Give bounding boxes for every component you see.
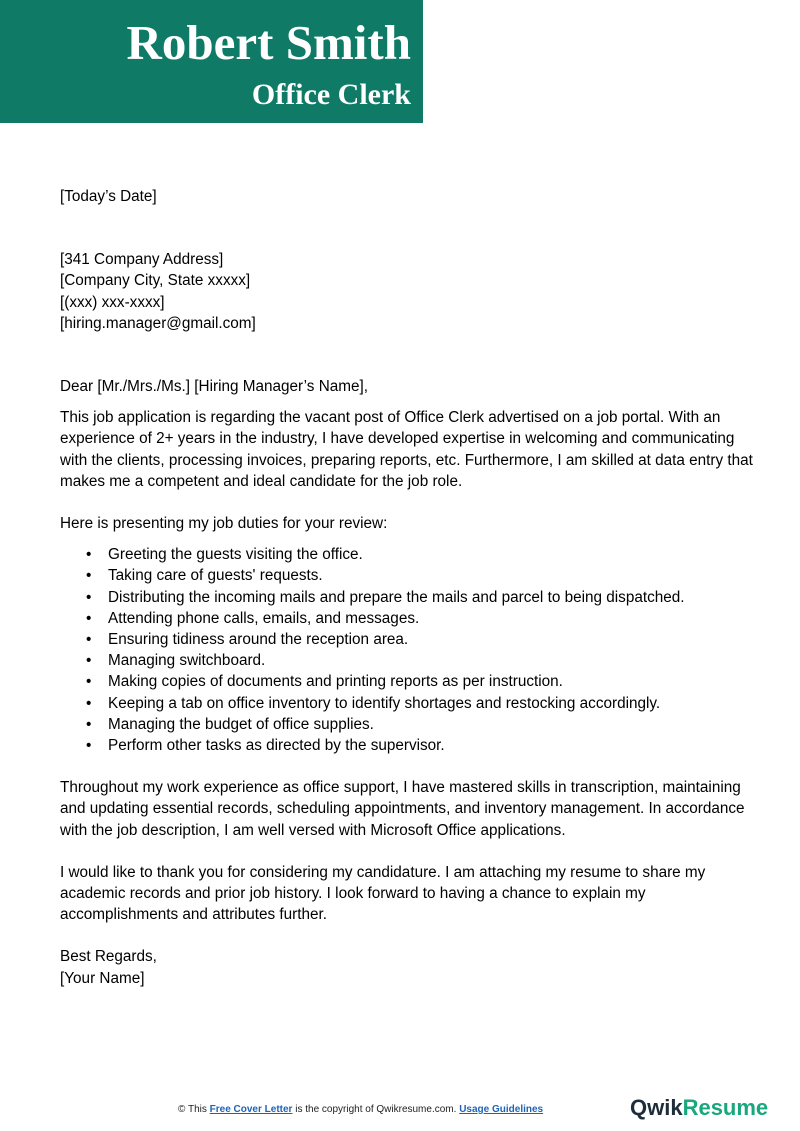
duty-text: Greeting the guests visiting the office. (108, 546, 363, 564)
list-item (60, 544, 760, 565)
copyright-middle: is the copyright of Qwikresume.com. (295, 1104, 457, 1115)
duty-text: Managing the budget of office supplies. (108, 715, 374, 733)
list-item (60, 629, 760, 650)
duty-text: Keeping a tab on office inventory to identify shortages and restocking accordingly. (108, 694, 661, 712)
copyright-prefix: © This (178, 1104, 207, 1115)
bullet-icon: • (86, 715, 92, 733)
bullet-icon: • (86, 673, 92, 691)
duty-text: Distributing the incoming mails and prepare the mails and parcel to being dispatched. (108, 588, 685, 606)
address-line: [Company City, State xxxxx] (60, 272, 251, 290)
list-item (60, 671, 760, 692)
address-line: [341 Company Address] (60, 251, 224, 269)
brand-logo[interactable] (630, 1094, 768, 1122)
bullet-icon: • (86, 737, 92, 755)
paragraph-closing: I would like to thank you for considering my candidature. I am attaching my resume to share my academic records and prior job history. I look forward to having a chance to explain my accomplishments and attributes further. (60, 863, 706, 924)
list-item (60, 735, 760, 756)
bullet-icon: • (86, 609, 92, 627)
duties-intro: Here is presenting my job duties for your review: (60, 515, 388, 533)
paragraph-experience: Throughout my work experience as office support, I have mastered skills in transcription, maintaining and updating essential records, scheduling appointments, and inventory management. In accordance with the job description, I am well versed with Microsoft Office applications. (60, 779, 745, 839)
usage-guidelines-link[interactable]: Usage Guidelines (459, 1104, 544, 1115)
duty-text: Attending phone calls, emails, and messages. (108, 609, 420, 627)
duty-text: Making copies of documents and printing reports as per instruction. (108, 673, 563, 691)
bullet-icon: • (86, 631, 92, 649)
list-item (60, 587, 760, 608)
bullet-icon: • (86, 546, 92, 564)
letter-date: [Today’s Date] (60, 188, 157, 205)
closing: Best Regards, (60, 948, 157, 966)
bullet-icon: • (86, 694, 92, 712)
list-item (60, 714, 760, 735)
bullet-icon: • (86, 652, 92, 670)
duty-text: Managing switchboard. (108, 652, 266, 670)
salutation: Dear [Mr./Mrs./Ms.] [Hiring Manager’s Name], (60, 378, 368, 396)
signature: [Your Name] (60, 969, 145, 987)
list-item (60, 565, 760, 586)
address-line: [hiring.manager@gmail.com] (60, 314, 256, 332)
paragraph-intro: This job application is regarding the vacant post of Office Clerk advertised on a job portal. With an experience of 2+ years in the industry, I have developed expertise in welcoming and communicating with the clients, processing invoices, preparing reports, etc. Furthermore, I am skilled at data entry that makes me a competent and ideal candidate for the job role. (60, 409, 753, 490)
bullet-icon: • (86, 588, 92, 606)
applicant-name: Robert Smith (126, 15, 411, 70)
bullet-icon: • (86, 567, 92, 585)
brand-logo-part-2: Resume (682, 1095, 769, 1120)
duties-list (60, 544, 760, 756)
header-band (0, 0, 423, 123)
duty-text: Ensuring tidiness around the reception area. (108, 631, 409, 649)
duty-text: Taking care of guests' requests. (108, 567, 323, 585)
free-cover-letter-link[interactable]: Free Cover Letter (209, 1104, 293, 1115)
job-title: Office Clerk (251, 78, 411, 111)
copyright-notice (178, 1103, 543, 1117)
recipient-address (60, 249, 760, 334)
list-item (60, 650, 760, 671)
address-line: [(xxx) xxx-xxxx] (60, 293, 165, 311)
list-item (60, 608, 760, 629)
letter-body (60, 186, 760, 989)
list-item (60, 693, 760, 714)
duty-text: Perform other tasks as directed by the supervisor. (108, 737, 445, 755)
brand-logo-part-1: Qwik (630, 1095, 683, 1120)
